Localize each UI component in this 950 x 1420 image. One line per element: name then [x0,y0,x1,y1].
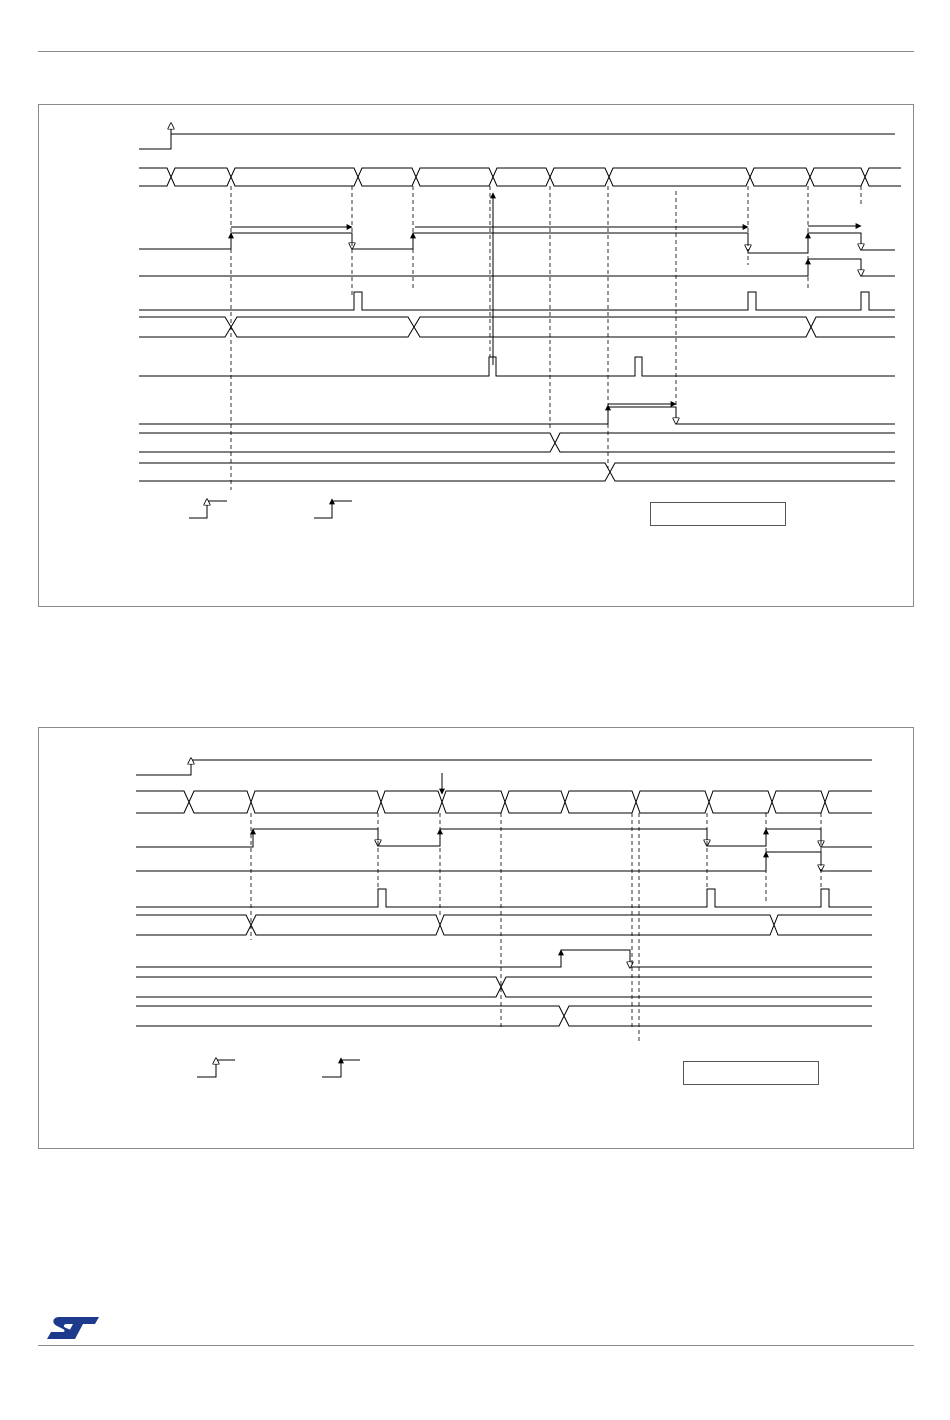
bus-row-3 [136,977,872,987]
signal-c [139,407,895,424]
bus-row-4 [139,463,895,472]
pulse-row [139,292,895,310]
header-rule [38,51,914,52]
signal-a [136,829,872,847]
st-logo-icon [43,1313,101,1343]
bus-row-2 [136,915,872,925]
bus-row-3 [139,433,895,443]
pulse-row-2 [139,357,895,376]
bus-row-4 [136,1006,872,1016]
signal-b [139,259,895,276]
legend-edge-symbols [189,499,352,518]
footer-rule [38,1345,914,1346]
timing-diagram-2 [38,727,914,1149]
pulse-row [136,889,872,907]
timing-diagram-1-canvas [39,105,915,608]
signal-c [136,950,872,967]
trigger-signal [139,134,895,149]
bus-row-2 [139,317,895,327]
legend-edge-symbols [197,1058,360,1077]
timing-diagram-2-canvas [39,728,915,1150]
bus-row [136,791,872,802]
bus-row [139,168,901,177]
signal-b [136,852,872,871]
trigger-signal [136,760,872,775]
legend-box [650,502,786,526]
legend-box [683,1061,819,1085]
signal-a [139,233,895,253]
timing-diagram-1 [38,104,914,607]
